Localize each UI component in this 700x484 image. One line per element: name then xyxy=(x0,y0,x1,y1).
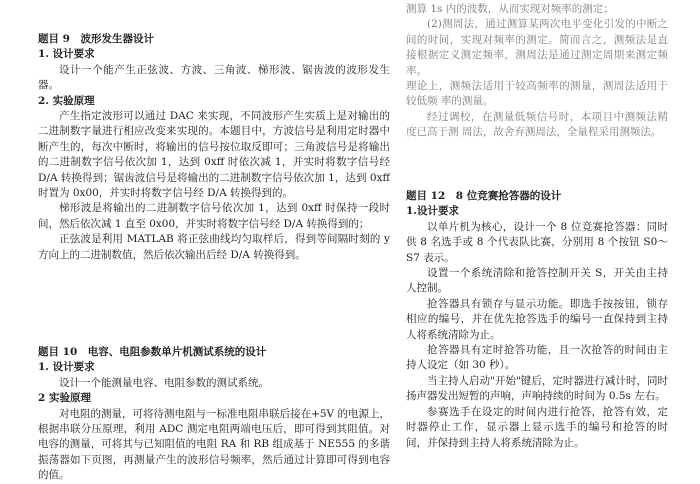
topic-9-sine-text: 正弦波是利用 MATLAB 将正弦曲线均匀取样后，得到等间隔时刻的 y 方向上的二进制数值，然后依次输出后经 D/A 转换得到。 xyxy=(38,233,390,261)
continuation-line-1: 测算 1s 内的波数，从而实现对频率的测定； xyxy=(406,3,614,15)
topic-12-section xyxy=(406,189,668,451)
topic-12-req-text-2: 设置一个系统清除和抢答控制开关 S，开关由主持人控制。 xyxy=(406,267,668,295)
topic-9-trapezoid-text: 梯形波是将输出的二进制数字信号依次加 1，达到 0xff 时保持一段时间，然后依次减 1 直至 0x00，并实时将数字信号经 D/A 转换得到的； xyxy=(38,202,390,230)
topic-12-req-text-1: 以单片机为核心，设计一个 8 位竞赛抢答器：同时供 8 名选手或 8 个代表队比赛，分别用 8 个按钮 S0～S7 表示。 xyxy=(406,220,668,264)
topic-12-req-text-5: 当主持人启动"开始"键后，定时器进行减计时，同时扬声器发出短暂的声响，声响持续的时间为 0.5s 左右。 xyxy=(406,374,668,403)
continuation-para-4: 经过调校，在测量低频信号时，本项目中测频法精度已高于测 周法，故舍弃测周法，全量程采用测频法。 xyxy=(406,110,668,139)
topic-12-req-text-3: 抢答器具有锁存与显示功能。即选手按按钮，锁存相应的编号，并在优先抢答选手的编号一直保持到主持人将系统清除为止。 xyxy=(406,297,668,341)
topic-9-principle-heading: 2. 实验原理 xyxy=(38,94,95,107)
topic-10-principle-text: 对电阻的测量，可将待测电阻与一标准电阻串联后接在+5V 的电源上，根据串联分压原理，利用 ADC 测定电阻两端电压后，即可得到其阻值。对电容的测量，可将其与已知阻值的电阻 RA 和 RB 组成基于 NE555 的多谐振荡器如下页图，再测量产生的波形信号频率，然后通过计算即可得到电容的值。 xyxy=(38,407,390,482)
topic-10-section xyxy=(38,345,390,484)
topic-12-title: 题目 12 8 位竞赛抢答器的设计 xyxy=(406,190,562,202)
previous-topic-continuation xyxy=(406,2,668,141)
topic-10-req-heading: 1. 设计要求 xyxy=(38,361,95,374)
topic-10-principle-heading: 2 实验原理 xyxy=(38,392,91,405)
topic-12-req-heading: 1.设计要求 xyxy=(406,205,459,218)
topic-12-req-text-6: 参赛选手在设定的时间内进行抢答，抢答有效，定时器停止工作，显示器上显示选手的编号和抢答的时间，并保持到主持人将系统清除为止。 xyxy=(406,405,668,449)
topic-9-principle-text: 产生指定波形可以通过 DAC 来实现，不同波形产生实质上是对输出的二进制数字量进行相应改变来实现的。本题目中，方波信号是利用定时器中断产生的，每次中断时，将输出的信号按位取反即可；三角波信号是将输出的二进制数字信号依次加 1，达到 0xff 时依次减 1，并实时将数字信号经 D/A 转换得到；锯齿波信号是将输出的二进制数字信号依次加 1，达到 0xff 时置为 0x00，并实时将数字信号经 D/A 转换得到的。 xyxy=(38,110,390,200)
continuation-para-3: 理论上，测频法适用于较高频率的测量，测周法适用于较低频 率的测量。 xyxy=(406,80,668,108)
topic-10-title: 题目 10 电容、电阻参数单片机测试系统的设计 xyxy=(38,346,267,358)
topic-9-req-text: 设计一个能产生正弦波、方波、三角波、梯形波、锯齿波的波形发生器。 xyxy=(38,63,390,92)
topic-12-req-text-4: 抢答器具有定时抢答功能，且一次抢答的时间由主持人设定（如 30 秒）。 xyxy=(406,344,668,372)
topic-9-req-heading: 1. 设计要求 xyxy=(38,48,95,61)
topic-10-req-text: 设计一个能测量电容、电阻参数的测试系统。 xyxy=(59,376,269,389)
topic-9-section xyxy=(38,32,390,263)
continuation-para-2: (2)测周法，通过测算某两次电平变化引发的中断之间的时间，实现对频率的测定。简而言之，测频法是直接根据定义测定频率，测周法是通过测定周期来测定频率。 xyxy=(406,18,668,77)
right-column xyxy=(406,0,668,449)
topic-9-title: 题目 9 波形发生器设计 xyxy=(38,33,154,45)
